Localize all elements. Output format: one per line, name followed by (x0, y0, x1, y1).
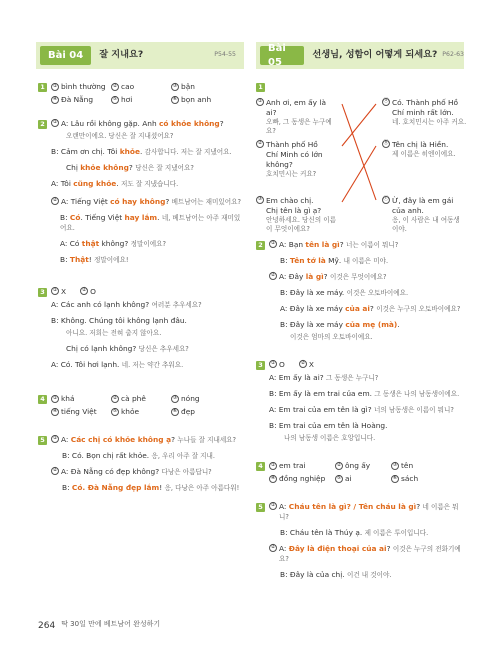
lesson-title: 선생님, 성함이 어떻게 되세요? (312, 49, 438, 61)
answer-grid (51, 82, 241, 105)
dialogue-line: 5 ① A: Cháu tên là gì? / Tên cháu là gì? 네 이름은 뭐니? (256, 502, 468, 522)
match-line-2-a (342, 104, 376, 146)
lesson-badge: Bài 05 (260, 46, 304, 65)
section-1 (38, 82, 246, 105)
answer-item: ⑥ đẹp (172, 406, 195, 416)
dialogue-line: ② A: Đây là gì? 이것은 무엇이에요? (270, 271, 387, 281)
dialogue-line: B: Em trai của em tên là Hoàng. (269, 420, 388, 430)
answer-item: ⑥ bọn anh (172, 94, 212, 104)
ox-answers: 3 ① X ② O (38, 287, 246, 297)
answer-item: ② cao (112, 82, 135, 91)
section-1-matching (256, 82, 468, 233)
section-number: 1 (38, 83, 47, 92)
section-number: 5 (38, 436, 47, 445)
dialogue-line: B: Em ấy là em trai của em. 그 동생은 나의 남동생이에요. (269, 388, 460, 398)
ox-answers: 3 ① O ② X (256, 360, 468, 370)
answer-item: ④ đồng nghiệp (270, 473, 326, 483)
dialogue-line: B: Có. Tiếng Việt hay lắm. 네, 베트남어는 아주 재미있어요. (60, 212, 241, 232)
korean-line: 나의 남동생 이름은 호앙입니다. (284, 433, 376, 442)
dialogue-line: B: Đây là xe máy. 이것은 오토바이예요. (280, 287, 409, 297)
dialogue-line: B: Đây là của chị. 이건 내 것이야. (280, 569, 392, 579)
section-2 (38, 119, 246, 265)
dialogue-line: ② A: Tiếng Việt có hay không? 베트남어는 재미있어요? (52, 196, 241, 206)
section-number: 2 (38, 120, 47, 129)
dialogue-line: A: Em trai của em tên là gì? 너의 남동생은 이름이 뭐니? (269, 404, 454, 414)
match-right-item: ⓐ Có. Thành phố Hồ Chí minh rất lớn. 네. 호치민시는 아주 커요. (383, 98, 467, 126)
dialogue-line: Chị có lạnh không? 당신은 추우세요? (66, 343, 189, 353)
section-number: 4 (38, 395, 47, 404)
page-footer (38, 620, 160, 632)
lesson-04-header (36, 42, 244, 69)
dialogue-line: ② A: Đây là điện thoại của ai? 이것은 누구의 전화기예요? (270, 543, 461, 563)
answer-item: ④ Đà Nẵng (52, 94, 94, 104)
matching-lines (256, 82, 468, 232)
section-number: 3 (38, 288, 47, 297)
lesson-04-answers (38, 82, 246, 506)
korean-line: 이것은 엄마의 오토바이예요. (290, 332, 373, 341)
page-number: 264 (38, 621, 56, 631)
dialogue-line: A: Tôi cũng khỏe. 저도 잘 지냈습니다. (51, 178, 179, 188)
dialogue-line: 5 ① A: Các chị có khỏe không ạ? 누나들 잘 지내세요? (38, 435, 246, 445)
lesson-badge: Bài 04 (40, 46, 91, 65)
dialogue-line: B: Không. Chúng tôi không lạnh đâu. (51, 315, 187, 325)
answer-grid (269, 461, 451, 484)
answer-item: ③ tên (392, 460, 414, 470)
dialogue-line: B: Thật! 정말이에요! (60, 254, 129, 264)
answer-item: ④ tiếng Việt (52, 406, 97, 416)
dialogue-line: A: Có. Tôi hơi lạnh. 네. 저는 약간 추워요. (51, 359, 184, 369)
section-number: 1 (256, 83, 265, 92)
dialogue-line: A: Đây là xe máy của ai? 이것은 누구의 오토바이예요? (280, 303, 461, 313)
answer-item: ② cà phê (112, 393, 146, 403)
lesson-05-answers (256, 82, 468, 594)
dialogue-line: ② A: Đà Nẵng có đẹp không? 다낭은 아름답니? (52, 466, 212, 476)
section-5 (38, 435, 246, 493)
section-4 (256, 461, 468, 484)
match-right-item: ⓒ Ừ, đây là em gái của anh. 응, 이 사람은 내 여동생이야. (383, 196, 460, 233)
page-reference: P62-63 (442, 51, 464, 59)
match-line-3-b (342, 146, 376, 202)
dialogue-line: B: Có. Bọn chị rất khỏe. 응, 우리 아주 잘 지내. (62, 450, 216, 460)
answer-item: ⑥ sách (392, 473, 419, 483)
section-5 (256, 502, 468, 580)
lesson-title: 잘 지내요? (99, 49, 144, 61)
dialogue-line: A: Có thật không? 정말이에요? (60, 238, 166, 248)
match-left-item: ③ Em chào chị. Chị tên là gì ạ? 안녕하세요. 당신의 이름이 무엇이에요? (257, 196, 336, 233)
book-title: 딱 30일 만에 베트남어 완성하기 (61, 620, 161, 628)
dialogue-line: 2 ① A: Lâu rồi không gặp. Anh có khỏe không? (38, 119, 246, 129)
match-right-item: ⓑ Tên chị là Hiền. 제 이름은 히엔이에요. (383, 140, 456, 158)
match-line-1-c (342, 104, 376, 200)
dialogue-line: B: Có. Đà Nẵng đẹp lắm! 응, 다낭은 아주 아름다워! (62, 482, 240, 492)
section-number: 5 (256, 503, 265, 512)
section-3 (38, 287, 246, 370)
answer-item: ⑤ ai (336, 473, 352, 483)
answer-item: ⑤ hơi (112, 94, 133, 104)
answer-item: ① khá (52, 393, 75, 403)
answer-item: ① bình thường (52, 82, 106, 91)
dialogue-line: A: Em ấy là ai? 그 동생은 누구니? (269, 372, 379, 382)
answer-item: ③ bận (172, 82, 195, 91)
dialogue-line: B: Cảm ơn chị. Tôi khỏe. 감사합니다. 저는 잘 지냈어요. (51, 146, 232, 156)
dialogue-line: B: Tên tớ là Mỹ. 내 이름은 미야. (280, 256, 389, 265)
match-left-item: ① Anh ơi, em ấy là ai? 오빠, 그 동생은 누구예요? (257, 98, 332, 135)
answer-item: ② ông ấy (336, 460, 371, 470)
dialogue-line: B: Cháu tên là Thúy ạ. 제 이름은 투이입니다. (280, 527, 429, 537)
answer-item: ③ nóng (172, 393, 200, 403)
dialogue-line: A: Các anh có lạnh không? 여러분 추우세요? (51, 299, 202, 309)
match-left-item: ② Thành phố Hồ Chí Minh có lớn không? 호치민시는 커요? (257, 140, 323, 178)
korean-line: 오랜만이에요. 당신은 잘 지내셨어요? (66, 131, 174, 140)
section-2 (256, 240, 468, 342)
dialogue-line: B: Đây là xe máy của mẹ (mà). (280, 319, 400, 329)
section-number: 4 (256, 462, 265, 471)
section-3 (256, 360, 468, 443)
dialogue-line: 2 ① A: Bạn tên là gì? 너는 이름이 뭐니? (256, 240, 468, 250)
answer-item: ⑤ khỏe (112, 406, 140, 416)
page-reference: P54-55 (214, 51, 236, 59)
dialogue-line: Chị khỏe không? 당신은 잘 지냈어요? (66, 162, 194, 172)
answer-grid (51, 394, 241, 417)
section-4 (38, 394, 246, 417)
answer-item: ① em trai (270, 460, 306, 470)
lesson-05-header (256, 42, 464, 69)
section-number: 2 (256, 241, 265, 250)
section-number: 3 (256, 361, 265, 370)
korean-line: 아니요. 저희는 전혀 춥지 않아요. (66, 328, 162, 337)
